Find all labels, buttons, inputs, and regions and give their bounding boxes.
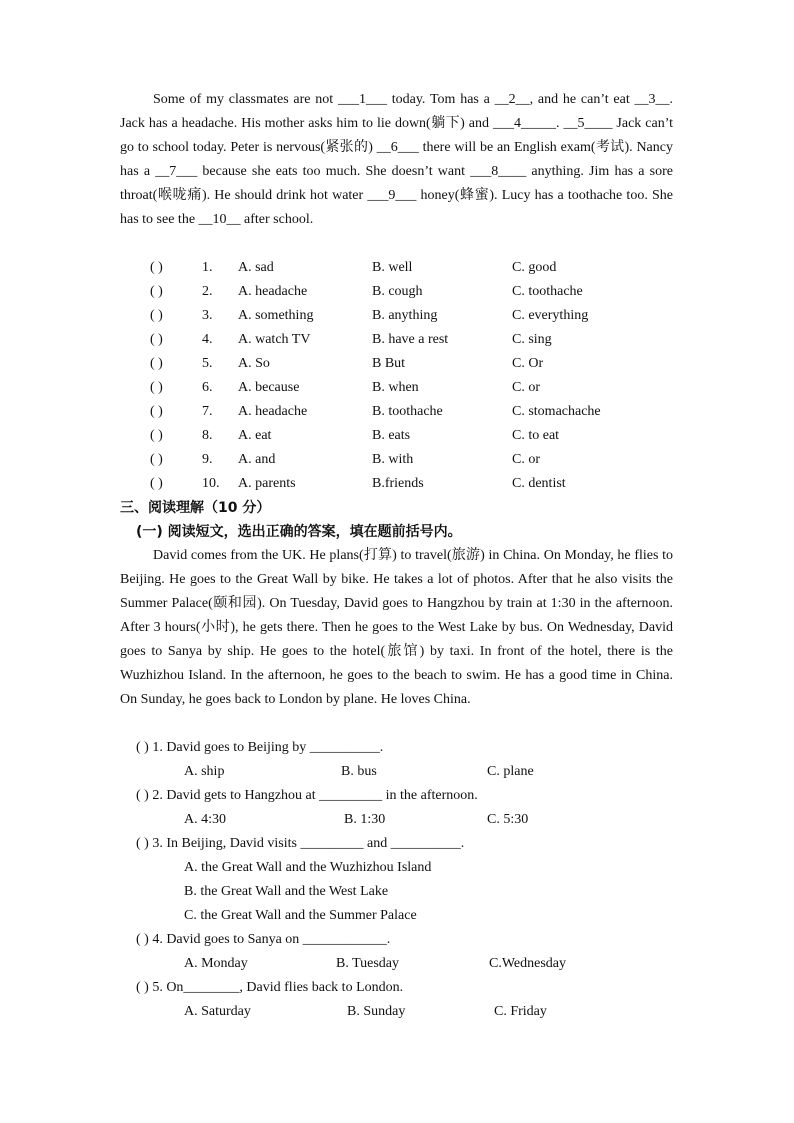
option-b: B. with <box>372 452 414 467</box>
question-number: 7. <box>202 404 213 419</box>
option-a: A. something <box>238 308 314 323</box>
reading-question-2-options <box>184 808 664 832</box>
option-a: A. and <box>238 452 276 467</box>
option-b: B But <box>372 356 406 371</box>
cloze-question-row <box>150 400 710 424</box>
cloze-question-row <box>150 256 710 280</box>
answer-bracket: ( ) <box>150 452 163 467</box>
reading-question-3: ( ) 3. In Beijing, David visits _________ and __________. <box>136 836 465 851</box>
cloze-passage: Some of my classmates are not ___1___ today. Tom has a __2__, and he can’t eat __3__. Jack has a headache. His mother asks him to lie down(躺下) and ___4_____. __5____ Jack can’t go to school today. Peter is nervous(紧张的) __6___ there will be an English exam(考试). Nancy has a __7___ because she eats too much. She doesn’t want ___8____ anything. Jim has a sore throat(喉咙痛). He should drink hot water ___9___ honey(蜂蜜). Lucy has a toothache too. She has to see the __10__ after school. <box>120 92 673 227</box>
option-c: C. 5:30 <box>487 812 529 827</box>
reading-question-5-options <box>184 1000 664 1024</box>
option-a: A. the Great Wall and the Wuzhizhou Island <box>184 860 432 875</box>
option-b: B. anything <box>372 308 438 323</box>
option-c: C. plane <box>487 764 534 779</box>
option-a: A. Saturday <box>184 1004 251 1019</box>
option-c: C. everything <box>512 308 589 323</box>
reading-passage: David comes from the UK. He plans(打算) to travel(旅游) in China. On Monday, he flies to Beijing. He goes to the Great Wall by bike. He takes a lot of photos. After that he also visits the Summer Palace(颐和园). On Tuesday, David goes to Hangzhou by train at 1:30 in the afternoon. After 3 hours(小时), he gets there. Then he goes to the West Lake by bus. On Wednesday, David goes to Sanya by ship. He goes to the hotel(旅馆) by taxi. In front of the hotel, there is the Wuzhizhou Island. In the afternoon, he goes to the beach to swim. He has a good time in China. On Sunday, he goes back to London by plane. He loves China. <box>120 548 673 707</box>
question-number: 6. <box>202 380 213 395</box>
option-c: C. the Great Wall and the Summer Palace <box>184 908 417 923</box>
cloze-question-row <box>150 304 710 328</box>
question-number: 5. <box>202 356 213 371</box>
question-number: 4. <box>202 332 213 347</box>
option-a: A. parents <box>238 476 296 491</box>
option-a: A. Monday <box>184 956 248 971</box>
option-b: B. toothache <box>372 404 443 419</box>
cloze-question-row <box>150 352 710 376</box>
option-c: C. to eat <box>512 428 560 443</box>
reading-question-5: ( ) 5. On________, David flies back to London. <box>136 980 404 995</box>
answer-bracket: ( ) <box>150 332 163 347</box>
cloze-question-row <box>150 472 710 496</box>
option-b: B. the Great Wall and the West Lake <box>184 884 389 899</box>
option-b: B. Tuesday <box>336 956 400 971</box>
option-c: C. Friday <box>494 1004 547 1019</box>
option-c: C. or <box>512 380 540 395</box>
option-a: A. ship <box>184 764 225 779</box>
answer-bracket: ( ) <box>150 260 163 275</box>
question-number: 10. <box>202 476 220 491</box>
answer-bracket: ( ) <box>150 380 163 395</box>
question-number: 9. <box>202 452 213 467</box>
option-c: C. good <box>512 260 557 275</box>
option-a: A. because <box>238 380 300 395</box>
option-c: C. stomachache <box>512 404 601 419</box>
question-number: 3. <box>202 308 213 323</box>
question-number: 1. <box>202 260 213 275</box>
option-a: A. watch TV <box>238 332 311 347</box>
option-b: B. Sunday <box>347 1004 406 1019</box>
sub-title: (一) 阅读短文，选出正确的答案，填在题前括号内。 <box>136 524 462 540</box>
option-a: A. headache <box>238 404 308 419</box>
reading-question-1-options <box>184 760 664 784</box>
option-c: C. dentist <box>512 476 566 491</box>
cloze-question-row <box>150 448 710 472</box>
option-a: A. So <box>238 356 270 371</box>
cloze-question-row <box>150 424 710 448</box>
reading-question-1: ( ) 1. David goes to Beijing by __________. <box>136 740 384 755</box>
option-a: A. 4:30 <box>184 812 226 827</box>
answer-bracket: ( ) <box>150 284 163 299</box>
answer-bracket: ( ) <box>150 404 163 419</box>
cloze-question-row <box>150 280 710 304</box>
cloze-question-row <box>150 376 710 400</box>
cloze-question-row <box>150 328 710 352</box>
answer-bracket: ( ) <box>150 308 163 323</box>
answer-bracket: ( ) <box>150 356 163 371</box>
answer-bracket: ( ) <box>150 476 163 491</box>
option-b: B. eats <box>372 428 411 443</box>
option-b: B. bus <box>341 764 377 779</box>
question-number: 2. <box>202 284 213 299</box>
option-c: C. toothache <box>512 284 583 299</box>
option-b: B. when <box>372 380 419 395</box>
option-a: A. eat <box>238 428 272 443</box>
option-b: B. cough <box>372 284 423 299</box>
option-c: C. Or <box>512 356 544 371</box>
answer-bracket: ( ) <box>150 428 163 443</box>
option-b: B. 1:30 <box>344 812 386 827</box>
option-c: C. sing <box>512 332 552 347</box>
option-b: B.friends <box>372 476 424 491</box>
reading-question-4-options <box>184 952 664 976</box>
option-b: B. well <box>372 260 413 275</box>
option-a: A. sad <box>238 260 274 275</box>
option-b: B. have a rest <box>372 332 449 347</box>
section-title: 三、阅读理解（10 分） <box>120 500 271 516</box>
option-c: C. or <box>512 452 540 467</box>
question-number: 8. <box>202 428 213 443</box>
reading-question-2: ( ) 2. David gets to Hangzhou at _________ in the afternoon. <box>136 788 478 803</box>
option-c: C.Wednesday <box>489 956 567 971</box>
option-a: A. headache <box>238 284 308 299</box>
reading-question-4: ( ) 4. David goes to Sanya on ____________. <box>136 932 391 947</box>
